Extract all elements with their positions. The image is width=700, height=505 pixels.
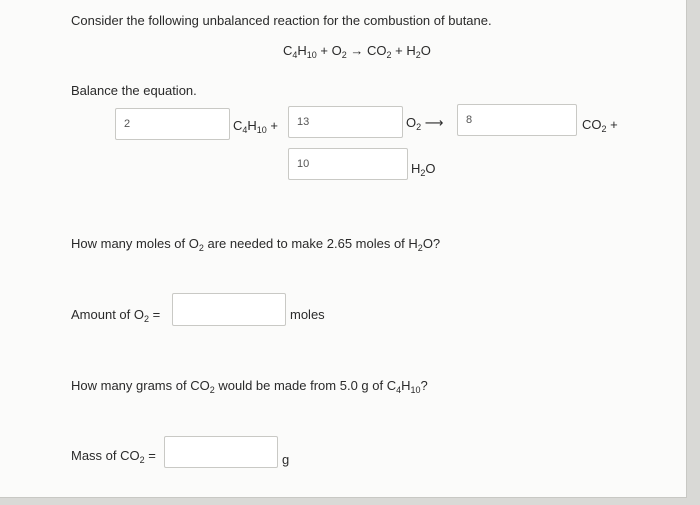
intro-text: Consider the following unbalanced reaction for the combustion of butane. xyxy=(71,13,492,28)
h2o-formula: $H_2O$ xyxy=(411,161,436,178)
unbalanced-equation: $C_4H_{10} + O_2 \to CO_2 + H_2O$ xyxy=(283,43,431,60)
question-moles-o2: How many moles of $O_2$ are needed to make 2.65 moles of $H_2O$? xyxy=(71,236,441,253)
amount-o2-label: Amount of $O_2$ = xyxy=(71,307,161,324)
mass-co2-label: Mass of $CO_2$ = xyxy=(71,448,156,465)
o2-formula: $O_2$ ⟶ xyxy=(406,115,444,132)
coefficient-h2o-input[interactable] xyxy=(288,148,408,180)
coefficient-butane-input[interactable] xyxy=(115,108,230,140)
moles-unit: moles xyxy=(290,307,325,322)
mass-co2-input[interactable] xyxy=(164,436,278,468)
grams-unit: g xyxy=(282,452,290,467)
balance-label: Balance the equation. xyxy=(71,83,197,98)
coefficient-o2-input[interactable] xyxy=(288,106,403,138)
amount-o2-input[interactable] xyxy=(172,293,286,326)
question-grams-co2: How many grams of $CO_2$ would be made from 5.0 g of $C_4H_{10}$? xyxy=(71,378,428,395)
butane-formula: $C_4H_{10}$ + xyxy=(233,118,279,135)
coefficient-co2-input[interactable] xyxy=(457,104,577,136)
co2-formula: $CO_2$ + xyxy=(582,117,618,134)
